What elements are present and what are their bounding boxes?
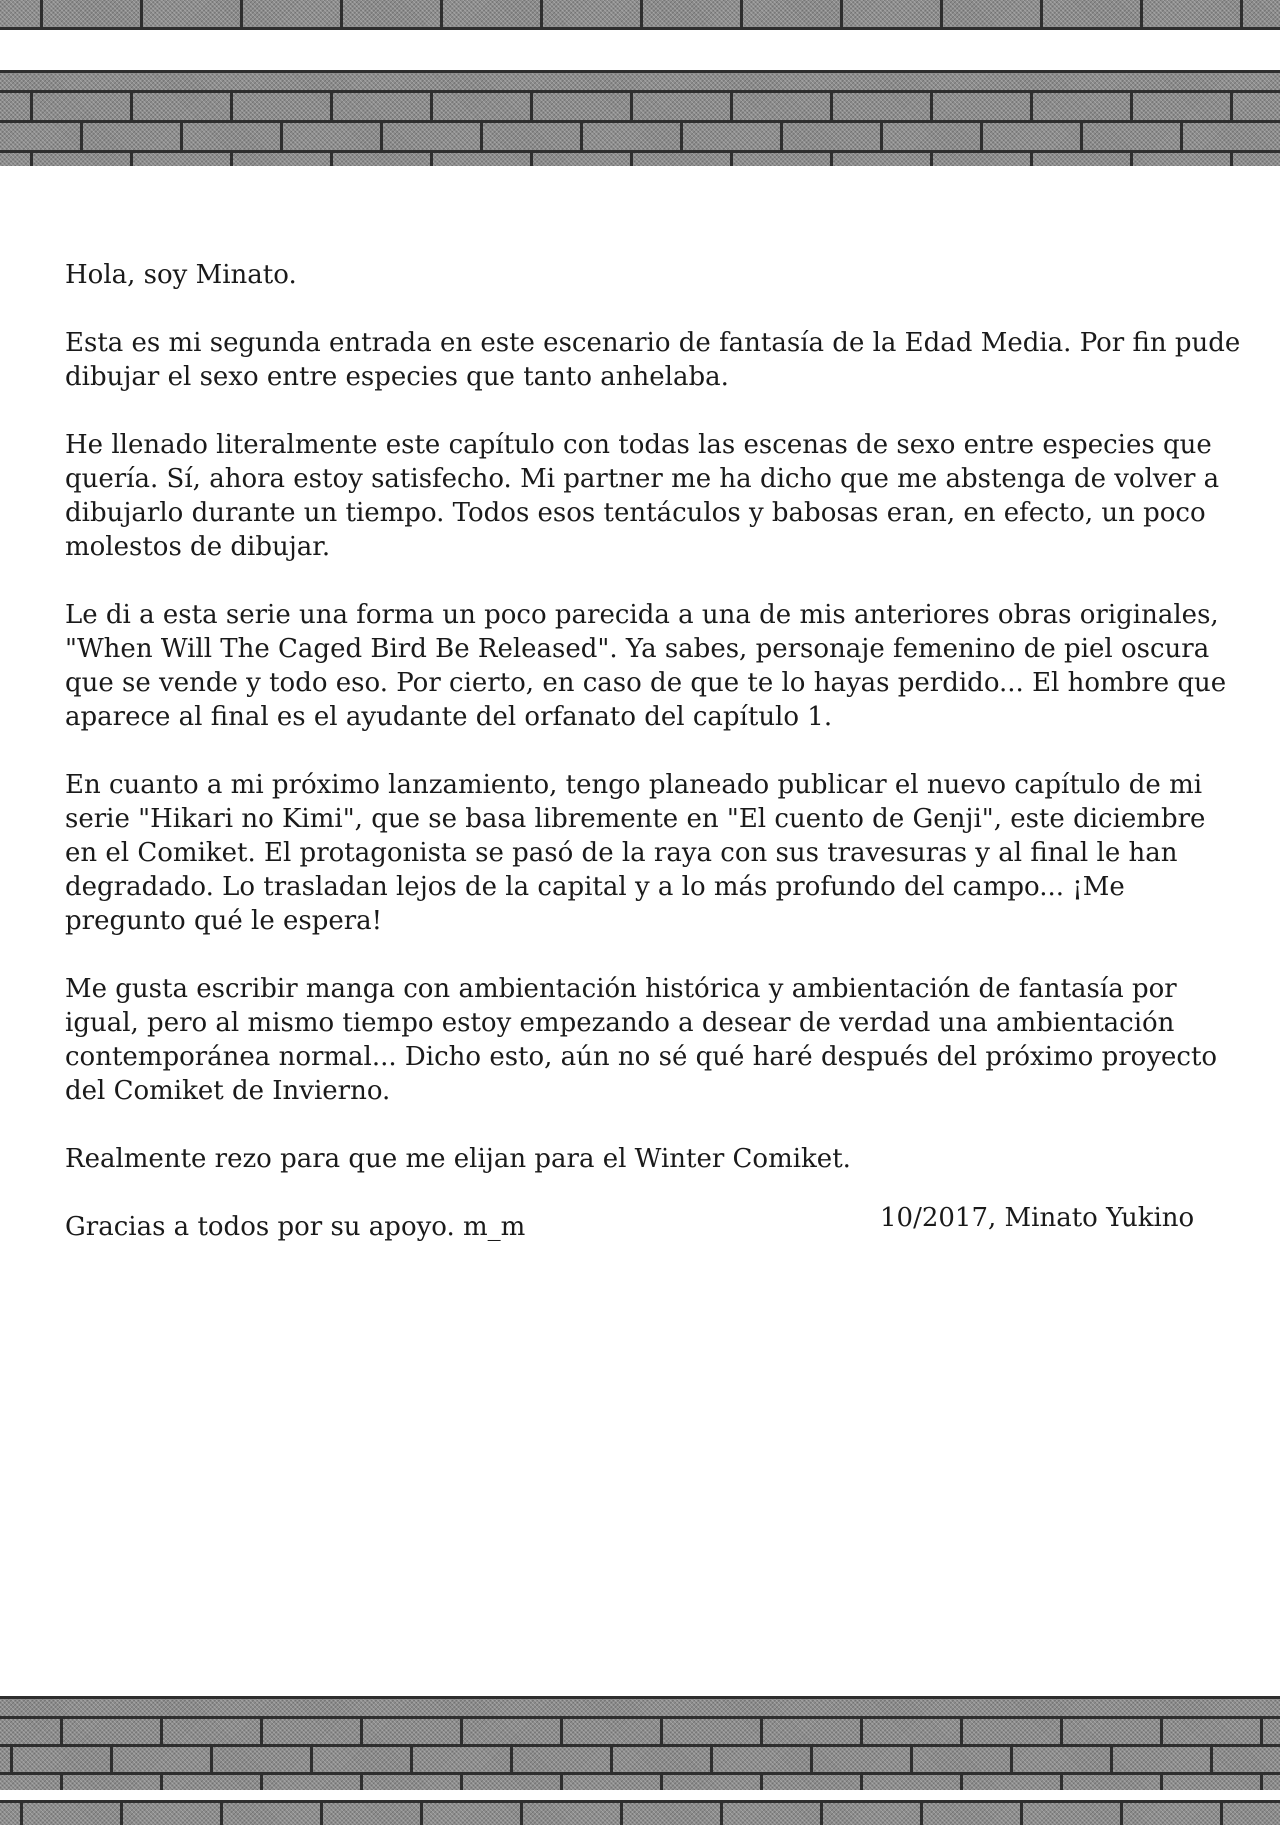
brick-border-bottom-thin [0, 1800, 1280, 1825]
brick-border-top-thin [0, 0, 1280, 30]
letter-closing: Gracias a todos por su apoyo. m_m [65, 1212, 526, 1242]
letter-signature: 10/2017, Minato Yukino [880, 1203, 1195, 1233]
letter-paragraph: He llenado literalmente este capítulo con todas las escenas de sexo entre especies que quería. Sí, ahora estoy satisfecho. Mi partner me ha dicho que me abstenga de volver a dibujarlo durante un tiempo. Todos esos tentáculos y babosas eran, en efecto, un poco molestos de dibujar. [65, 430, 1220, 562]
brick-border-bottom [0, 1696, 1280, 1790]
letter-body [65, 258, 1245, 1244]
letter-greeting: Hola, soy Minato. [65, 260, 297, 290]
letter-paragraph: En cuanto a mi próximo lanzamiento, tengo planeado publicar el nuevo capítulo de mi serie "Hikari no Kimi", que se basa libremente en "El cuento de Genji", este diciembre en el Comiket. El protagonista se pasó de la raya con sus travesuras y al final le han degradado. Lo trasladan lejos de la capital y a lo más profundo del campo... ¡Me pregunto qué le espera! [65, 770, 1206, 936]
letter-paragraph: Realmente rezo para que me elijan para el Winter Comiket. [65, 1144, 851, 1174]
letter-paragraph: Me gusta escribir manga con ambientación histórica y ambientación de fantasía por igual, pero al mismo tiempo estoy empezando a desear de verdad una ambientación contemporánea normal... Dicho esto, aún no sé qué haré después del próximo proyecto del Comiket de Invierno. [65, 974, 1218, 1106]
letter-paragraph: Esta es mi segunda entrada en este escenario de fantasía de la Edad Media. Por fin pude dibujar el sexo entre especies que tanto anhelaba. [65, 328, 1241, 392]
brick-border-top [0, 70, 1280, 166]
letter-paragraph: Le di a esta serie una forma un poco parecida a una de mis anteriores obras originales, "When Will The Caged Bird Be Released". Ya sabes, personaje femenino de piel oscura que se vende y todo eso. Por cierto, en caso de que te lo hayas perdido... El hombre que aparece al final es el ayudante del orfanato del capítulo 1. [65, 600, 1227, 732]
